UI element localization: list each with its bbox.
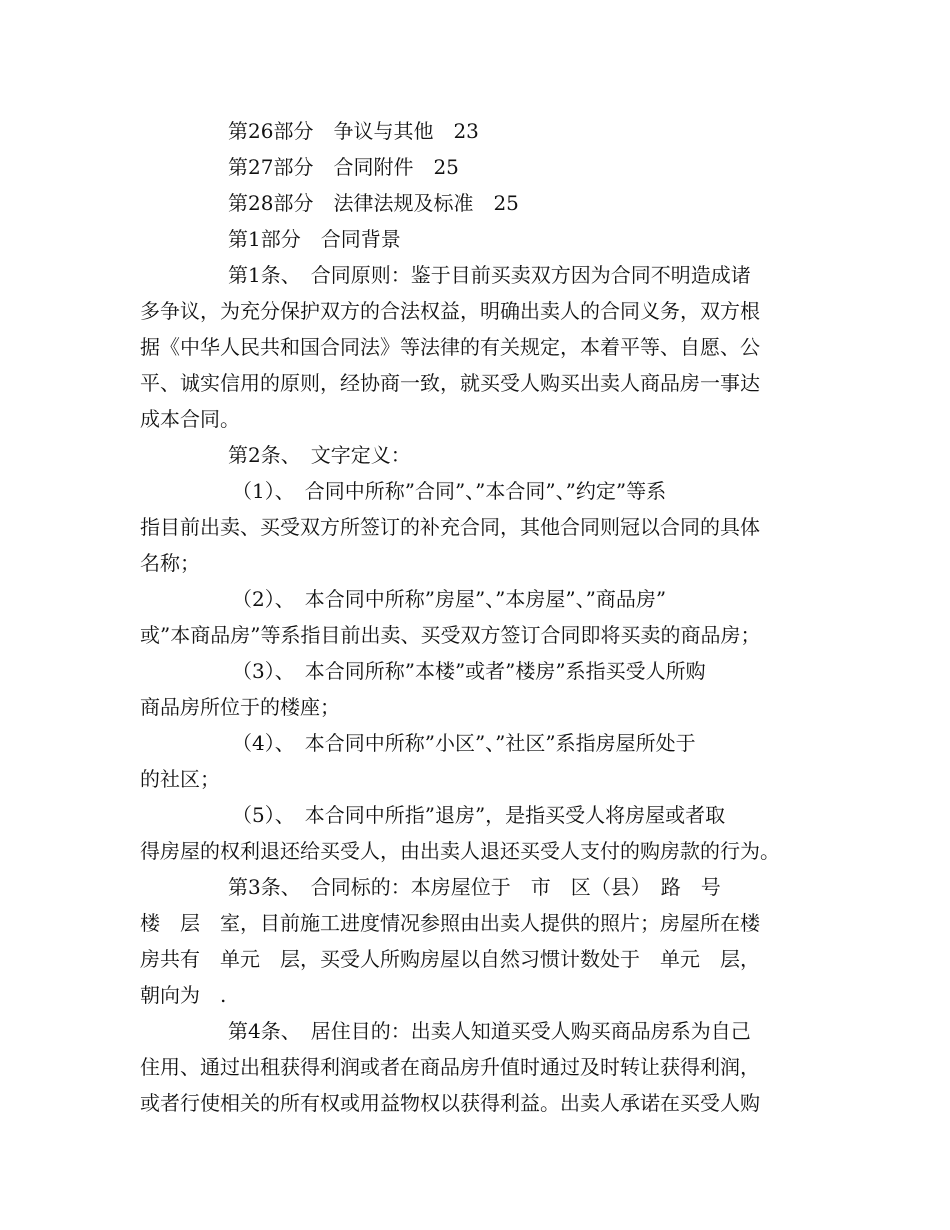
paragraph-line: 多争议，为充分保护双方的合法权益，明确出卖人的合同义务，双方根 — [140, 299, 760, 323]
paragraph-line: 第2条、 文字定义： — [228, 443, 411, 467]
paragraph-line: （2）、 本合同中所称”房屋”、”本房屋”、”商品房” — [232, 587, 667, 611]
paragraph-line: 住用、通过出租获得利润或者在商品房升值时通过及时转让获得利润， — [140, 1055, 760, 1079]
paragraph-line: 朝向为 . — [140, 983, 227, 1007]
paragraph-line: （1）、 合同中所称”合同”、”本合同”、”约定”等系 — [232, 479, 667, 503]
paragraph-line: （3）、 本合同所称”本楼”或者”楼房”系指买受人所购 — [232, 659, 706, 683]
paragraph-line: 房共有 单元 层，买受人所购房屋以自然习惯计数处于 单元 层， — [140, 947, 760, 971]
paragraph-line: 得房屋的权利退还给买受人，由出卖人退还买受人支付的购房款的行为。 — [140, 839, 780, 863]
paragraph-line: 的社区； — [140, 767, 220, 791]
paragraph-line: 指目前出卖、买受双方所签订的补充合同，其他合同则冠以合同的具体 — [140, 515, 760, 539]
paragraph-line: （5）、 本合同中所指”退房”，是指买受人将房屋或者取 — [232, 803, 726, 827]
toc-entry: 第27部分 合同附件 25 — [228, 155, 459, 179]
toc-entry: 第28部分 法律法规及标准 25 — [228, 191, 519, 215]
paragraph-line: 名称； — [140, 551, 200, 575]
paragraph-line: 或者行使相关的所有权或用益物权以获得利益。出卖人承诺在买受人购 — [140, 1091, 760, 1115]
paragraph-line: 平、诚实信用的原则，经协商一致，就买受人购买出卖人商品房一事达 — [140, 371, 760, 395]
paragraph-line: 第1条、 合同原则：鉴于目前买卖双方因为合同不明造成诸 — [228, 263, 751, 287]
paragraph-line: 第3条、 合同标的：本房屋位于 市 区（县） 路 号 — [228, 875, 721, 899]
paragraph-line: 据《中华人民共和国合同法》等法律的有关规定，本着平等、自愿、公 — [140, 335, 760, 359]
paragraph-line: 成本合同。 — [140, 407, 240, 431]
section-heading: 第1部分 合同背景 — [228, 227, 401, 251]
paragraph-line: 或”本商品房”等系指目前出卖、买受双方签订合同即将买卖的商品房； — [140, 623, 761, 647]
paragraph-line: （4）、 本合同中所称”小区”、”社区”系指房屋所处于 — [232, 731, 696, 755]
paragraph-line: 楼 层 室，目前施工进度情况参照由出卖人提供的照片；房屋所在楼 — [140, 911, 760, 935]
paragraph-line: 商品房所位于的楼座； — [140, 695, 340, 719]
toc-entry: 第26部分 争议与其他 23 — [228, 119, 479, 143]
paragraph-line: 第4条、 居住目的：出卖人知道买受人购买商品房系为自己 — [228, 1019, 751, 1043]
